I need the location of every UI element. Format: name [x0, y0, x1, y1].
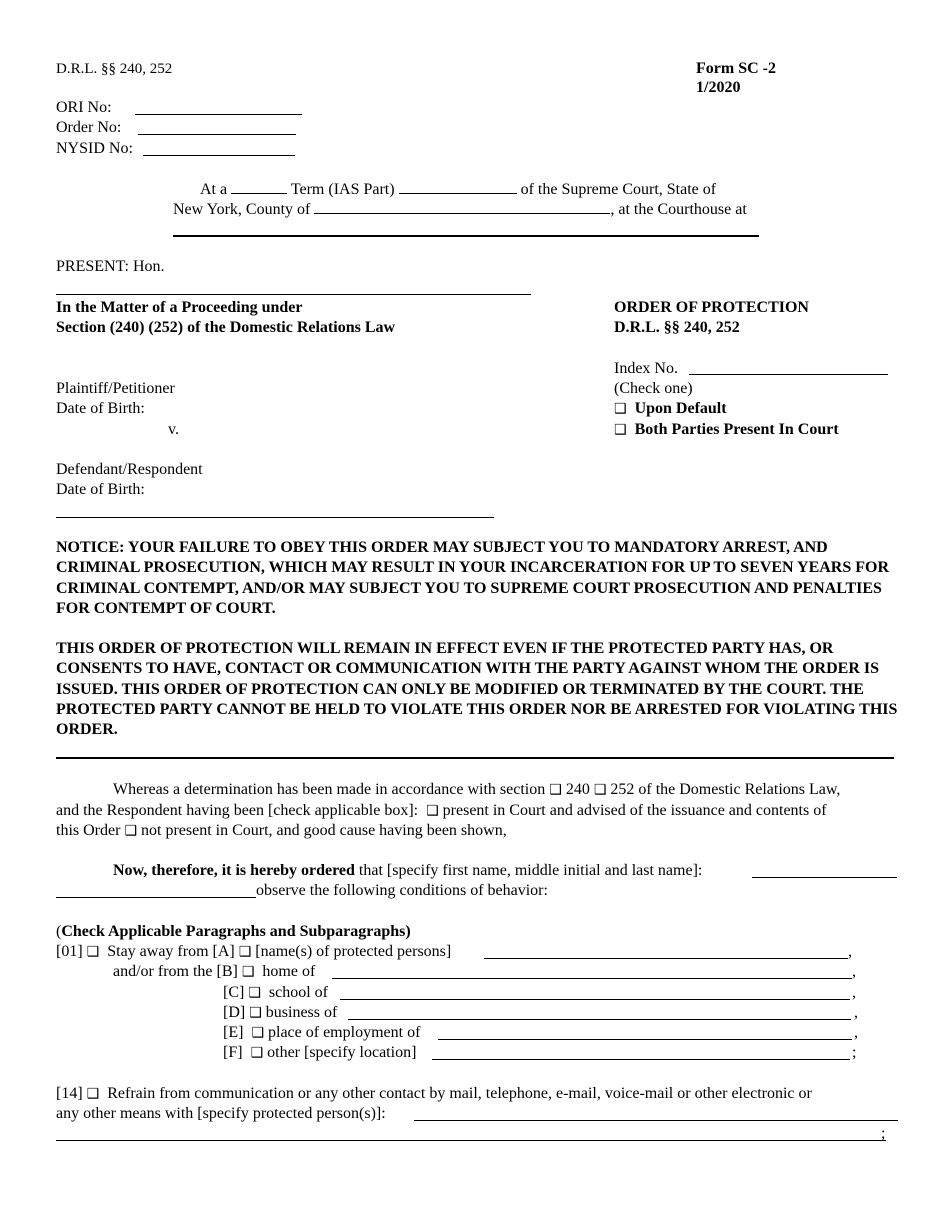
comma-d: ,: [854, 1004, 858, 1021]
checkbox-icon[interactable]: ❑: [241, 964, 255, 980]
checkbox-icon[interactable]: ❑: [249, 1005, 262, 1021]
other-location-label: other [specify location]: [267, 1044, 417, 1061]
protected-persons-field[interactable]: [484, 958, 848, 959]
whereas-line-2: [56, 801, 827, 821]
para-01-line-c: [223, 983, 328, 1003]
section-252-label: 252 of the Domestic Relations Law,: [610, 781, 841, 798]
courthouse-field[interactable]: [173, 235, 759, 237]
ordered-line-1: [113, 861, 702, 881]
employment-label: place of employment of: [268, 1024, 421, 1041]
protected-person-field-2[interactable]: [56, 1140, 886, 1141]
f-label: [F]: [223, 1044, 243, 1061]
checkbox-icon[interactable]: ❑: [124, 823, 137, 839]
para-14-number: [14]: [56, 1085, 83, 1102]
employment-field[interactable]: [438, 1039, 852, 1040]
respondent-name-field-2[interactable]: [56, 897, 256, 898]
form-date: 1/2020: [696, 79, 741, 96]
index-label: Index No.: [614, 360, 678, 377]
court-line-1: [200, 179, 716, 200]
this-order-text: this Order: [56, 822, 121, 839]
e-label: [E]: [223, 1024, 244, 1041]
checkbox-icon[interactable]: ❑: [238, 944, 252, 960]
matter-line-1: In the Matter of a Proceeding under: [56, 299, 303, 316]
business-label: business of: [265, 1004, 338, 1021]
check-heading: [56, 922, 411, 942]
checkbox-icon[interactable]: ❑: [549, 782, 562, 798]
defendant-label: Defendant/Respondent: [56, 461, 203, 478]
ordered-bold: Now, therefore, it is hereby ordered: [113, 862, 355, 879]
court-line-2: [173, 199, 747, 220]
index-field[interactable]: [689, 374, 888, 375]
supreme-court-label: of the Supreme Court, State of: [520, 181, 717, 198]
order-field[interactable]: [138, 134, 296, 135]
whereas-line-3: [56, 821, 507, 841]
statute-reference: D.R.L. §§ 240, 252: [56, 61, 173, 77]
business-field[interactable]: [348, 1019, 851, 1020]
not-present-label: not present in Court, and good cause having been shown,: [141, 822, 507, 839]
ias-part-field[interactable]: [399, 179, 517, 194]
home-field[interactable]: [332, 978, 852, 979]
checkbox-icon[interactable]: ❑: [86, 944, 100, 960]
check-heading-text: Check Applicable Paragraphs and Subparagraphs): [61, 923, 411, 940]
home-label: home of: [262, 963, 316, 980]
para-14-line-1: [56, 1084, 812, 1104]
both-present-label: Both Parties Present In Court: [634, 421, 839, 438]
whereas-line-1: [113, 780, 840, 800]
checkbox-icon[interactable]: ❑: [614, 401, 627, 417]
versus-label: v.: [168, 421, 179, 438]
section-240-label: 240: [565, 781, 590, 798]
at-a-label: At a: [200, 181, 228, 198]
checkbox-icon[interactable]: ❑: [593, 782, 607, 798]
para-01-line-b: [113, 962, 315, 982]
para-01-line-d: [223, 1003, 337, 1023]
checkbox-icon[interactable]: ❑: [250, 1045, 264, 1061]
ordered-text: that [specify first name, middle initial and last name]:: [358, 862, 703, 879]
comma-b: ,: [852, 963, 856, 980]
para-14-line-2: any other means with [specify protected person(s)]:: [56, 1105, 386, 1122]
school-label: school of: [268, 984, 328, 1001]
para-14-text: Refrain from communication or any other contact by mail, telephone, e-mail, voice-mail or other electronic or: [107, 1085, 812, 1102]
checkbox-icon[interactable]: ❑: [614, 422, 627, 438]
ori-label: ORI No:: [56, 99, 112, 116]
and-or-label: and/or from the [B]: [113, 963, 238, 980]
nysid-field[interactable]: [143, 155, 295, 156]
order-label: Order No:: [56, 119, 122, 136]
protected-person-field[interactable]: [414, 1120, 898, 1121]
upon-default-label: Upon Default: [634, 400, 727, 417]
stay-away-label: Stay away from [A]: [107, 943, 235, 960]
c-label: [C]: [223, 984, 245, 1001]
d-label: [D]: [223, 1004, 246, 1021]
respondent-text: and the Respondent having been [check applicable box]:: [56, 802, 419, 819]
check-one-label: (Check one): [614, 380, 693, 397]
matter-line-2: Section (240) (252) of the Domestic Relations Law: [56, 319, 396, 336]
respondent-name-field[interactable]: [752, 877, 897, 878]
comma-e: ,: [854, 1024, 858, 1041]
term-label: Term (IAS Part): [290, 181, 395, 198]
both-present-option[interactable]: [614, 420, 839, 440]
plaintiff-label: Plaintiff/Petitioner: [56, 380, 175, 397]
upon-default-option[interactable]: [614, 399, 727, 419]
defendant-dob-label: Date of Birth:: [56, 481, 145, 498]
order-title: ORDER OF PROTECTION: [614, 299, 809, 316]
para-01-line-e: [223, 1023, 420, 1043]
notice-arrest: NOTICE: YOUR FAILURE TO OBEY THIS ORDER MAY SUBJECT YOU TO MANDATORY ARREST, AND CRIMINAL PROSECUTION, WHICH MAY RESULT IN YOUR INCARCERATION FOR UP TO SEVEN YEARS FOR CRIMINAL CONTEMPT, AND/OR MAY SUBJECT YOU TO SUPREME COURT PROSECUTION AND PENALTIES FOR CONTEMPT OF COURT.: [56, 539, 890, 617]
comma-a: ,: [848, 943, 852, 960]
school-field[interactable]: [340, 999, 850, 1000]
whereas-text: Whereas a determination has been made in accordance with section: [113, 781, 546, 798]
other-location-field[interactable]: [432, 1059, 850, 1060]
para-01-line-f: [223, 1043, 416, 1063]
para-01-line-a: [56, 942, 451, 962]
judge-field[interactable]: [56, 294, 531, 295]
observe-text: observe the following conditions of behavior:: [256, 882, 548, 899]
term-field[interactable]: [231, 179, 287, 194]
semicolon-14: ;: [881, 1125, 886, 1142]
form-id: Form SC -2: [696, 60, 776, 77]
ori-field[interactable]: [135, 114, 302, 115]
protected-persons-label: [name(s) of protected persons]: [255, 943, 452, 960]
caption-divider: [56, 517, 494, 518]
nysid-label: NYSID No:: [56, 140, 133, 157]
checkbox-icon[interactable]: ❑: [251, 1025, 264, 1041]
notice-effect: THIS ORDER OF PROTECTION WILL REMAIN IN EFFECT EVEN IF THE PROTECTED PARTY HAS, OR CONSENTS TO HAVE, CONTACT OR COMMUNICATION WITH THE PARTY AGAINST WHOM THE ORDER IS ISSUED. THIS ORDER OF PROTECTION CAN ONLY BE MODIFIED OR TERMINATED BY THE COURT. THE PROTECTED PARTY CANNOT BE HELD TO VIOLATE THIS ORDER NOR BE ARRESTED FOR VIOLATING THIS ORDER.: [56, 640, 898, 739]
check-heading-paren: (: [56, 923, 62, 940]
county-field[interactable]: [314, 199, 610, 214]
present-hon: PRESENT: Hon.: [56, 258, 165, 275]
checkbox-icon[interactable]: ❑: [86, 1086, 100, 1102]
comma-c: ,: [852, 984, 856, 1001]
plaintiff-dob-label: Date of Birth:: [56, 400, 145, 417]
notice-divider: [56, 757, 894, 759]
semicolon-f: ;: [852, 1044, 857, 1061]
present-in-court-label: present in Court and advised of the issuance and contents of: [442, 802, 827, 819]
para-01-number: [01]: [56, 943, 83, 960]
checkbox-icon[interactable]: ❑: [426, 803, 439, 819]
courthouse-label: , at the Courthouse at: [610, 201, 747, 218]
county-label: New York, County of: [173, 201, 311, 218]
checkbox-icon[interactable]: ❑: [248, 985, 261, 1001]
order-statute: D.R.L. §§ 240, 252: [614, 319, 740, 336]
